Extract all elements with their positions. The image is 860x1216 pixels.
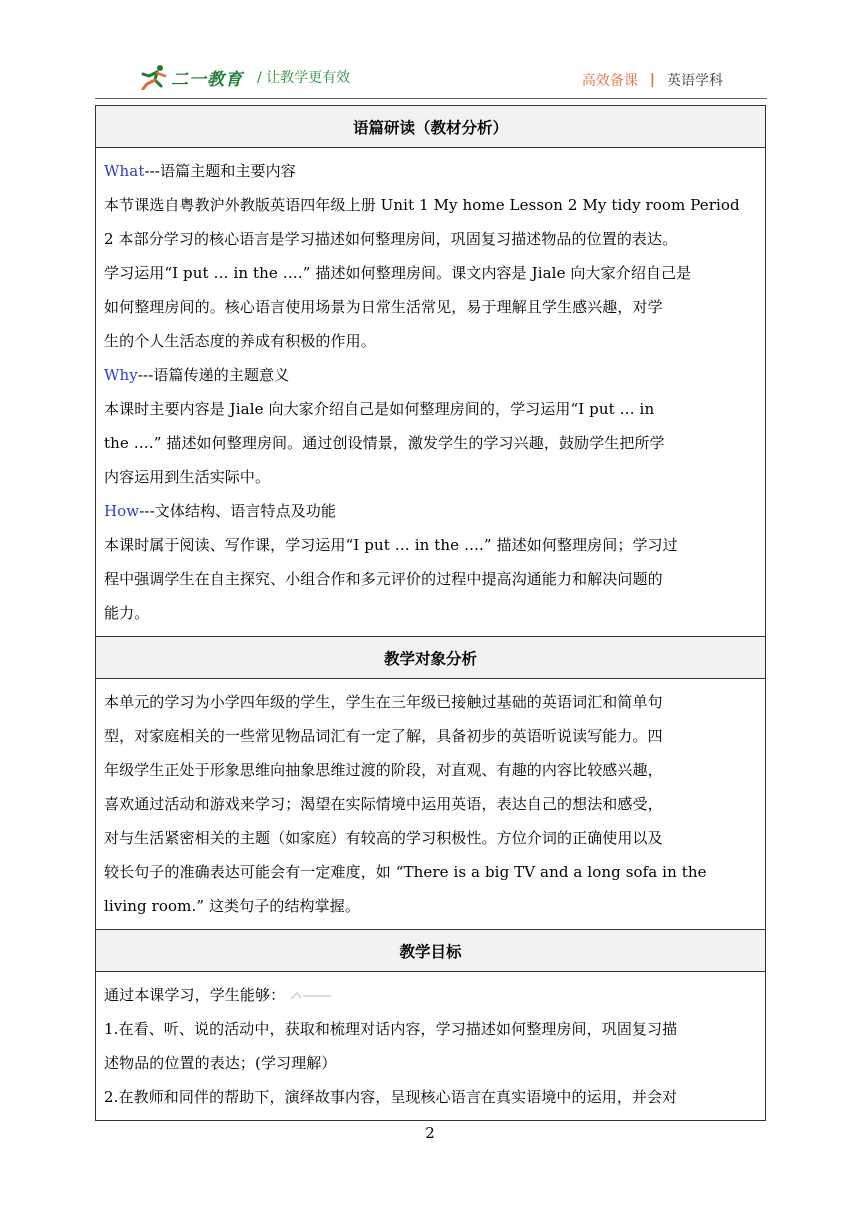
text-line [104,889,757,923]
line-text: 1.在看、听、说的活动中，获取和梳理对话内容，学习描述如何整理房间，巩固复习描 [104,1020,678,1038]
section-body [96,972,765,1120]
line-text: 能力。 [104,604,150,622]
text-line [104,392,757,426]
text-line [104,753,757,787]
line-text: 内容运用到生活实际中。 [104,468,271,486]
runner-logo-icon [139,64,169,90]
subject-label: 英语学科 [667,73,723,89]
line-text: 本课时属于阅读、写作课，学习运用“I put … in the ….” 描述如何整理房间；学习过 [104,536,678,554]
text-line [104,855,757,889]
section-title: 教学对象分析 [96,637,765,679]
line-text: 型，对家庭相关的一些常见物品词汇有一定了解，具备初步的英语听说读写能力。四 [104,727,663,745]
line-text: 生的个人生活态度的养成有积极的作用。 [104,332,376,350]
line-text: ---语篇主题和主要内容 [144,162,296,180]
lesson-plan-table [95,105,766,1121]
line-text: 程中强调学生在自主探究、小组合作和多元评价的过程中提高沟通能力和解决问题的 [104,570,663,588]
header-separator: | [649,72,655,88]
line-text: 学习运用“I put … in the ….” 描述如何整理房间。课文内容是 Jiale 向大家介绍自己是 [104,264,692,282]
text-line [104,596,757,630]
line-text: ---语篇传递的主题意义 [137,366,290,384]
section-title: 教学目标 [96,930,765,972]
text-line [104,358,757,392]
text-line [104,685,757,719]
logo [139,64,350,90]
page-header [95,62,767,98]
text-line [104,528,757,562]
line-text: 较长句子的准确表达可能会有一定难度，如 “There is a big TV and a long sofa in the [104,863,707,881]
text-line [104,1080,757,1114]
keyword-label: What [104,162,145,180]
line-text: 述物品的位置的表达；(学习理解） [104,1054,337,1072]
text-line [104,1046,757,1080]
text-line [104,222,757,256]
line-text: 年级学生正处于形象思维向抽象思维过渡的阶段，对直观、有趣的内容比较感兴趣， [104,761,663,779]
text-line [104,978,757,1012]
text-line [104,494,757,528]
line-text: the ….” 描述如何整理房间。通过创设情景，激发学生的学习兴趣，鼓励学生把所学 [104,434,665,452]
text-line [104,787,757,821]
text-line [104,562,757,596]
text-line [104,256,757,290]
prep-label: 高效备课 [581,73,638,89]
line-text: 喜欢通过活动和游戏来学习；渴望在实际情境中运用英语，表达自己的想法和感受， [104,795,663,813]
line-text: 本课时主要内容是 Jiale 向大家介绍自己是如何整理房间的，学习运用“I put … in [104,400,655,418]
text-line [104,719,757,753]
line-text: living room.” 这类句子的结构掌握。 [104,897,360,915]
line-text: 对与生活紧密相关的主题（如家庭）有较高的学习积极性。方位介词的正确使用以及 [104,829,663,847]
line-text: 通过本课学习，学生能够： [104,986,286,1004]
line-text: ---文体结构、语言特点及功能 [139,502,336,520]
section-body [96,148,765,637]
text-line [104,821,757,855]
watermark-logo-icon [289,989,333,1003]
line-text: 本节课选自粤教沪外教版英语四年级上册 Unit 1 My home Lesson 2 My tidy room Period [104,196,740,214]
text-line [104,188,757,222]
slogan: / 让教学更有效 [257,70,351,86]
header-divider [95,98,767,99]
text-line [104,154,757,188]
line-text: 2 本部分学习的核心语言是学习描述如何整理房间，巩固复习描述物品的位置的表达。 [104,230,678,248]
text-line [104,324,757,358]
text-line [104,1012,757,1046]
line-text: 如何整理房间的。核心语言使用场景为日常生活常见，易于理解且学生感兴趣，对学 [104,298,663,316]
section-title: 语篇研读（教材分析） [96,106,765,148]
page-number: 2 [425,1124,435,1142]
line-text: 2.在教师和同伴的帮助下，演绎故事内容，呈现核心语言在真实语境中的运用，并会对 [104,1088,678,1106]
section-body [96,679,765,930]
keyword-label: Why [104,366,138,384]
header-right [582,70,723,90]
text-line [104,460,757,494]
text-line [104,426,757,460]
keyword-label: How [104,502,140,520]
text-line [104,290,757,324]
line-text: 本单元的学习为小学四年级的学生，学生在三年级已接触过基础的英语词汇和简单句 [104,693,663,711]
brand-name: 二一教育 [171,69,243,90]
